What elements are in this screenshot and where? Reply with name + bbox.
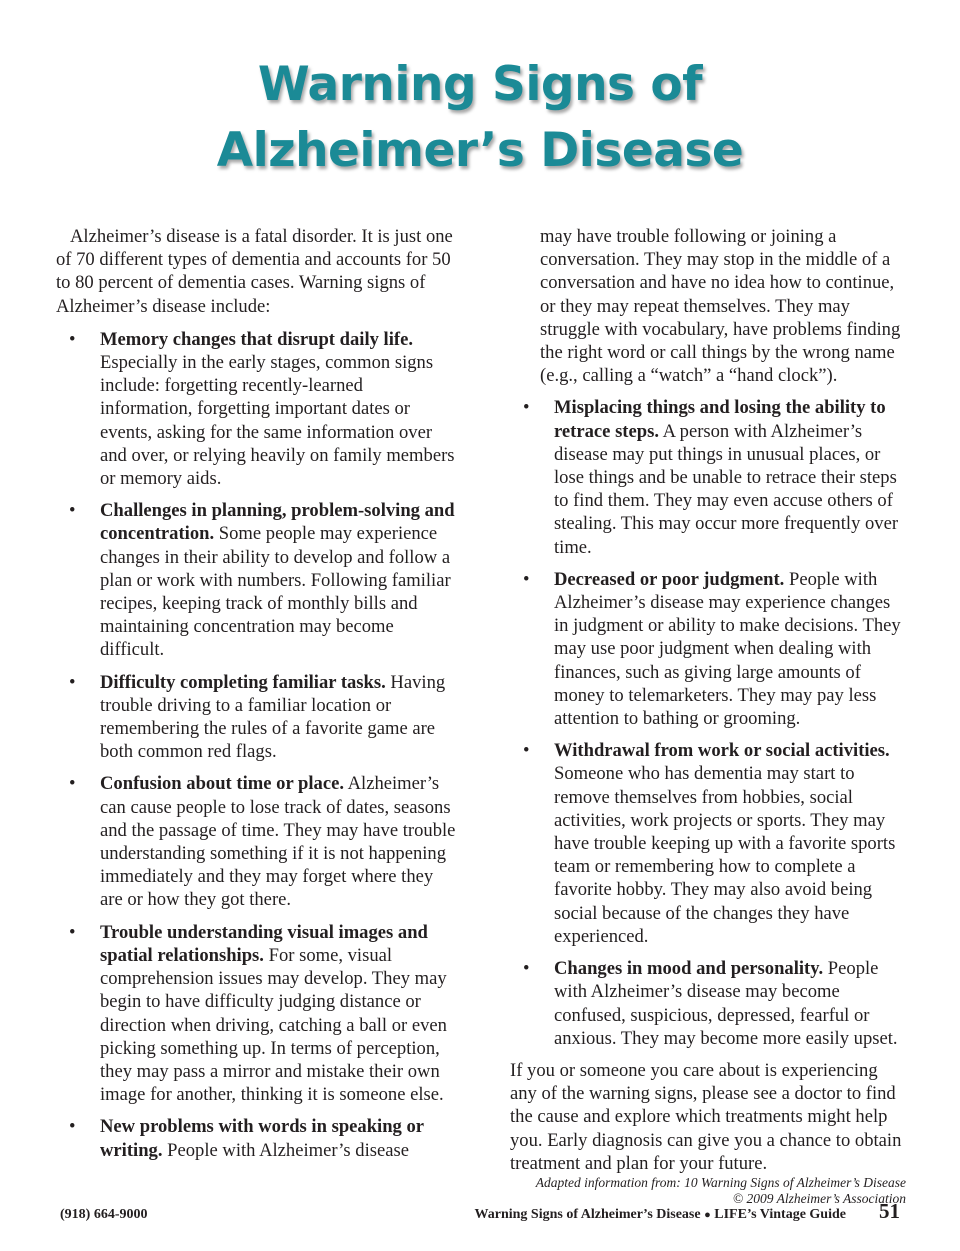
- item-heading: Memory changes that disrupt daily life.: [100, 328, 413, 350]
- bullet-icon: •: [523, 397, 530, 419]
- item-heading: Difficulty completing familiar tasks.: [100, 671, 386, 693]
- item-heading: Changes in mood and personality.: [554, 958, 824, 980]
- list-item: [510, 739, 906, 948]
- list-item: [56, 772, 458, 911]
- right-warning-list: [510, 396, 906, 1049]
- bullet-icon: •: [69, 671, 76, 693]
- item-text: Some people may experience changes in their ability to develop and follow a plan or work with numbers. Following familiar recipes, keeping track of monthly bills and maintaining concentration may become difficult.: [100, 523, 451, 661]
- list-item: [56, 921, 458, 1107]
- item-text: Alzheimer’s can cause people to lose track of dates, seasons and the passage of time. They may have trouble understanding something if it is not happening immediately and they may forget where they are or how they got there.: [100, 773, 456, 911]
- page-number: 51: [879, 1199, 900, 1223]
- item-text: Having trouble driving to a familiar location or remembering the rules of a favorite game are both common red flags.: [100, 671, 446, 763]
- list-item: [56, 328, 458, 490]
- source-credit: [510, 1175, 906, 1207]
- list-item: [56, 1115, 458, 1161]
- item-text: A person with Alzheimer’s disease may put things in unusual places, or lose things and be unable to retrace their steps to find them. They may even accuse others of stealing. This may occur more frequently over time.: [554, 420, 899, 558]
- item-heading: Misplacing things and losing the ability to retrace steps.: [554, 397, 886, 442]
- footer-running-title: [475, 1205, 846, 1225]
- item-text: For some, visual comprehension issues may develop. They may begin to have difficulty judging distance or direction when driving, catching a ball or even picking something up. In terms of perception, they may pass a mirror and mistake their own image for another, thinking it is someone else.: [100, 944, 447, 1106]
- page-title-line-1: Warning Signs of: [257, 57, 703, 112]
- list-item: [510, 957, 906, 1050]
- left-column: [56, 225, 458, 1162]
- left-warning-list: [56, 328, 458, 1162]
- item-text: People with Alzheimer’s disease: [162, 1139, 409, 1161]
- list-item: [510, 396, 906, 558]
- footer-section-title: Warning Signs of Alzheimer’s Disease: [474, 1207, 701, 1223]
- bullet-icon: •: [523, 740, 530, 762]
- item-heading: Challenges in planning, problem-solving and concentration.: [100, 500, 455, 545]
- item-heading: Decreased or poor judgment.: [554, 568, 785, 590]
- bullet-icon: •: [69, 328, 76, 350]
- page-title-line-2: Alzheimer’s Disease: [216, 123, 744, 178]
- item-text: People with Alzheimer’s disease may experience changes in judgment or ability to make decisions. They may use poor judgment when dealing with finances, such as giving large amounts of money to telemarketers. They may pay less attention to bathing or grooming.: [554, 568, 901, 730]
- item-heading: Trouble understanding visual images and spatial relationships.: [100, 921, 428, 966]
- item-text: Someone who has dementia may start to remove themselves from hobbies, social activities, work projects or sports. They may have trouble keeping up with a favorite sports team or remembering how to complete a favorite hobby. They may also avoid being social because of the changes they have experienced.: [554, 763, 896, 947]
- bullet-icon: •: [69, 921, 76, 943]
- bullet-icon: •: [523, 958, 530, 980]
- list-item: [56, 671, 458, 764]
- bullet-icon: •: [69, 773, 76, 795]
- bullet-icon: •: [523, 568, 530, 590]
- intro-paragraph: Alzheimer’s disease is a fatal disorder. It is just one of 70 different types of dementia and accounts for 50 to 80 percent of dementia cases. Warning signs of Alzheimer’s disease include:: [56, 226, 453, 317]
- item-heading: New problems with words in speaking or writing.: [100, 1116, 424, 1161]
- credit-source-line: Adapted information from: 10 Warning Signs of Alzheimer’s Disease: [535, 1174, 906, 1190]
- item-text: People with Alzheimer’s disease may become confused, suspicious, depressed, fearful or anxious. They may become more easily upset.: [554, 958, 898, 1049]
- footer-phone: (918) 664-9000: [60, 1207, 148, 1222]
- credit-copyright-line: © 2009 Alzheimer’s Association: [732, 1190, 906, 1206]
- page-title: [0, 52, 960, 184]
- item-text: Especially in the early stages, common signs include: forgetting recently-learned information, forgetting important dates or events, asking for the same information over and over, or relying heavily on family members or memory aids.: [100, 352, 455, 490]
- item-heading: Withdrawal from work or social activities.: [554, 740, 890, 762]
- item-heading: Confusion about time or place.: [100, 773, 344, 795]
- closing-paragraph: If you or someone you care about is experiencing any of the warning signs, please see a doctor to find the cause and explore which treatments might help you. Early diagnosis can give you a chance to obtain treatment and plan for your future.: [510, 1059, 902, 1174]
- bullet-icon: •: [69, 500, 76, 522]
- right-column: [510, 225, 906, 1207]
- list-item: [510, 568, 906, 730]
- continued-paragraph: may have trouble following or joining a conversation. They may stop in the middle of a conversation and have no idea how to continue, or they may repeat themselves. They may struggle with vocabulary, have problems finding the right word or call things by the wrong name (e.g., calling a “watch” a “hand clock”).: [540, 226, 901, 387]
- separator-dot-icon: ●: [704, 1209, 711, 1221]
- footer-guide-name: LIFE’s Vintage Guide: [714, 1207, 846, 1223]
- list-item: [56, 499, 458, 661]
- bullet-icon: •: [69, 1116, 76, 1138]
